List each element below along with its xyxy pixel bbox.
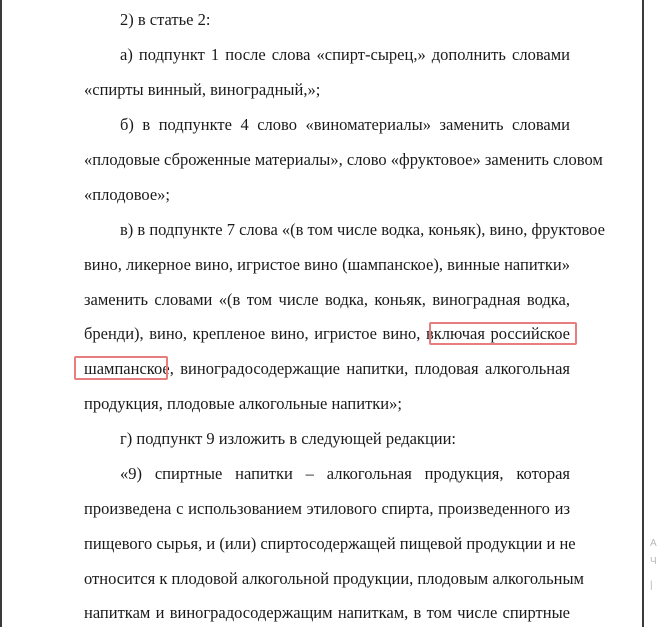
doc-line-15: произведена с использованием этилового спирта, произведенного из: [84, 499, 570, 518]
side-panel: [644, 0, 657, 627]
doc-line-4: б) в подпункте 4 слово «виноматериалы» заменить словами: [120, 115, 570, 134]
doc-line-17: относится к плодовой алкогольной продукции, плодовым алкогольным: [84, 569, 584, 588]
side-fragment-2: Ч: [650, 556, 657, 567]
doc-line-11: шампанское, виноградосодержащие напитки, плодовая алкогольная: [84, 359, 570, 378]
doc-line-5: «плодовые сброженные материалы», слово «фруктовое» заменить словом: [84, 150, 603, 169]
doc-line-10: бренди), вино, крепленое вино, игристое вино, включая российское: [84, 324, 570, 343]
doc-line-12: продукция, плодовые алкогольные напитки»;: [84, 394, 402, 413]
doc-line-1: 2) в статье 2:: [120, 10, 211, 29]
side-fragment-1: А: [650, 538, 657, 549]
doc-line-3: «спирты винный, виноградный,»;: [84, 80, 321, 99]
doc-line-18: напиткам и виноградосодержащим напиткам, в том числе спиртные: [84, 603, 570, 622]
doc-line-13: г) подпункт 9 изложить в следующей редакции:: [120, 429, 457, 448]
page-border-left: [0, 0, 2, 627]
doc-line-2: а) подпункт 1 после слова «спирт-сырец,» дополнить словами: [120, 45, 570, 64]
doc-line-7: в) в подпункте 7 слова «(в том числе водка, коньяк), вино, фруктовое: [120, 220, 605, 239]
doc-line-16: пищевого сырья, и (или) спиртосодержащей пищевой продукции и не: [84, 534, 576, 553]
doc-line-14: «9) спиртные напитки – алкогольная продукция, которая: [120, 464, 570, 483]
doc-line-8: вино, ликерное вино, игристое вино (шампанское), винные напитки»: [84, 255, 570, 274]
doc-line-9: заменить словами «(в том числе водка, коньяк, виноградная водка,: [84, 290, 570, 309]
doc-line-6: «плодовое»;: [84, 185, 171, 204]
side-fragment-3: |: [650, 580, 653, 591]
